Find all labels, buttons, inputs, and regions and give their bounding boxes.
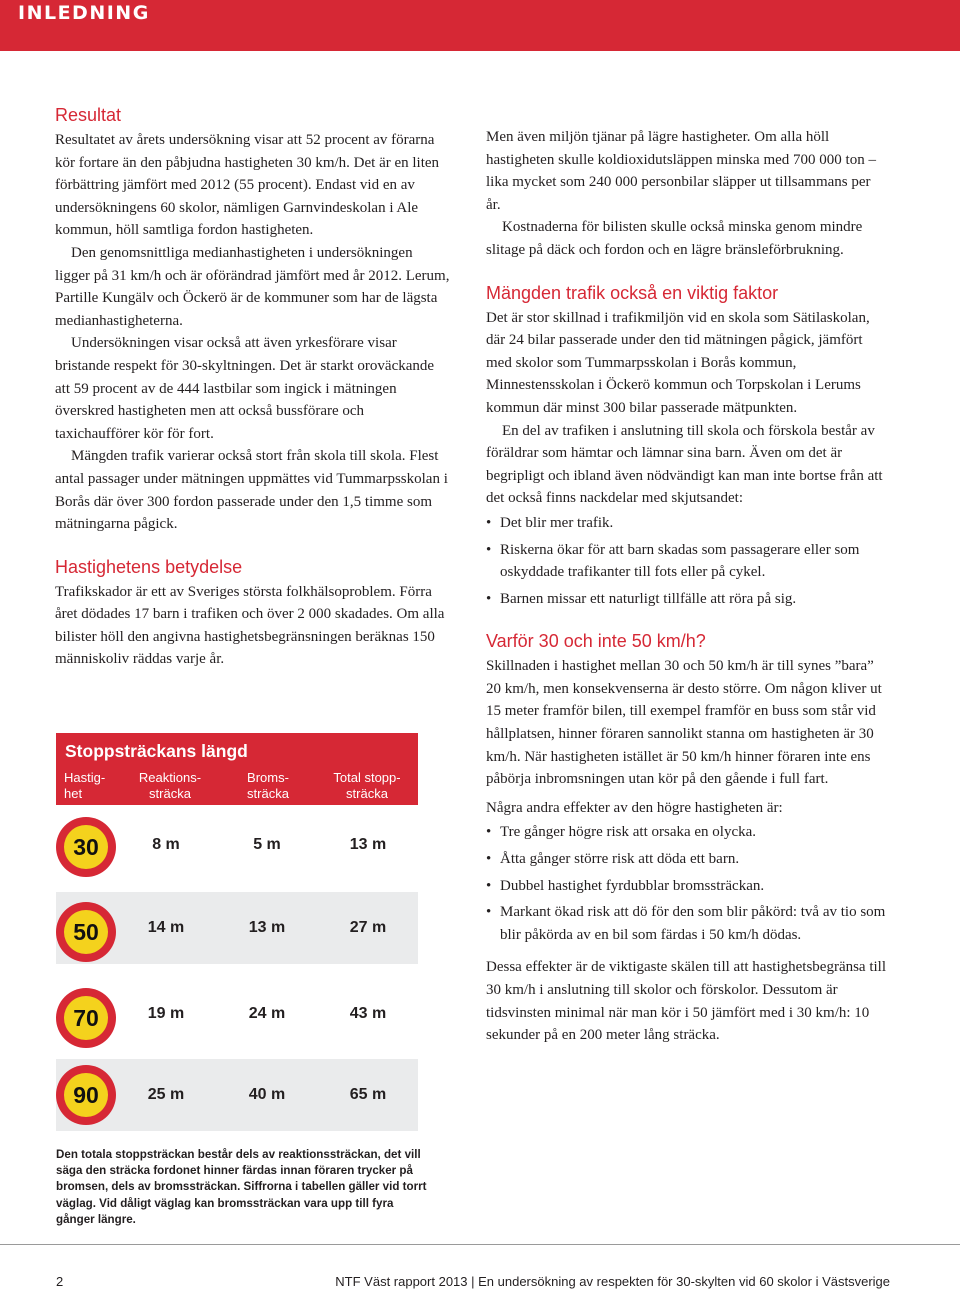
broms-cell: 13 m: [248, 919, 286, 936]
paragraph: En del av trafiken i anslutning till skola och förskola består av föräldrar som hämtar och lämnar sina barn. Även om det är begripligt och ibland även nödvändigt kan man inte bortse från att det också finns nackdelar med skjutsandet:: [486, 422, 883, 507]
reaktion-cell: 14 m: [147, 919, 185, 936]
stop-distance-table: [56, 733, 418, 1137]
header-total-stoppstracka: Total stopp-sträcka: [333, 770, 401, 801]
reaktion-cell: 8 m: [152, 836, 180, 853]
list-item: • Dubbel hastighet fyrdubblar bromssträckan.: [486, 875, 886, 898]
table-row: [56, 811, 418, 883]
paragraph: Undersökningen visar också att även yrkesförare visar bristande respekt för 30-skyltningen. Det är starkt oroväckande att 59 procent av de 444 lastbilar som ingick i mätningen överskred hastigheten men att också bussförare och taxichaufförer kör för fort.: [55, 335, 435, 442]
paragraph: Dessa effekter är de viktigaste skälen till att hastighetsbegränsa till 30 km/h i anslutning till skolor och förskolor. Dessutom är tidsvinsten minimal när man kör i 50 jämfört med i 30 km/h: 10 sekunder på en 200 meter lång sträcka.: [486, 959, 887, 1044]
table-row: [56, 892, 418, 964]
paragraph: Mängden trafik varierar också stort från skola till skola. Flest antal passager under mätningen uppmättes vid Tummarpsskolan i Borås där över 300 fordon passerade under den 1,5 timme som mätningarna pågick.: [55, 448, 448, 533]
heading-varfor-30: Varför 30 och inte 50 km/h?: [486, 631, 706, 652]
paragraph: Skillnaden i hastighet mellan 30 och 50 km/h är till synes ”bara” 20 km/h, men konsekvenserna är desto större. Om någon kliver ut 15 meter framför bilen, till exempel framför en buss som står vid hållplatsen, hinner föraren sannolikt stanna om hastigheten är 30 km/h. När hastigheten istället är 50 km/h hinner föraren inte ens påbörja inbromsningen utan kör på den gående i full fart.: [486, 658, 882, 788]
broms-cell: 24 m: [248, 1005, 286, 1022]
page-number: 2: [56, 1274, 64, 1289]
list-item: • Riskerna ökar för att barn skadas som passagerare eller som oskyddade trafikanter till fots eller på cykel.: [486, 539, 886, 584]
table-row: [56, 1059, 418, 1131]
total-cell: 13 m: [349, 836, 387, 853]
paragraph: Det är stor skillnad i trafikmiljön vid en skola som Sätilaskolan, där 24 bilar passerade under den tid mätningen pågick, jämfört med skolor som Tummarpsskolan i Borås kommun, Minnestensskolan i Öckerö kommun och Torpskolan i Lerums kommun där minst 300 bilar passerade mätpunkten.: [486, 309, 870, 416]
footer-divider: [0, 1244, 960, 1245]
paragraph: Trafikskador är ett av Sveriges största folkhälsoproblem. Förra året dödades 17 barn i trafiken och över 2 000 skadades. Om alla bilister höll den angivna hastighetsbegränsningen beräknas 150 människoliv räddas varje år.: [55, 583, 445, 668]
paragraph: Men även miljön tjänar på lägre hastigheter. Om alla höll hastigheten skulle koldioxidutsläppen minska med 700 000 ton – lika mycket som 240 000 personbilar släpper ut tillsammans per år.: [486, 129, 876, 213]
left-column: [55, 104, 450, 671]
table-header: [56, 733, 418, 805]
list-item: • Barnen missar ett naturligt tillfälle att röra på sig.: [486, 588, 886, 611]
table-caption: Den totala stoppsträckan består dels av reaktionssträckan, det vill säga den sträcka fordonet hinner färdas innan föraren trycker på bromsen, dels av bromssträckan. Siffrorna i tabellen gäller vid torrt väglag. Vid dåligt väglag kan bromssträckan vara upp till fyra gånger längre.: [56, 1148, 427, 1226]
total-cell: 27 m: [349, 919, 387, 936]
heading-mangden-trafik: Mängden trafik också en viktig faktor: [486, 282, 779, 303]
list-item: • Markant ökad risk att dö för den som blir påkörd: två av tio som blir påkörda av en bil som färdas i 50 km/h dödas.: [486, 901, 886, 946]
speed-sign-30-icon: 30: [56, 817, 116, 877]
bullet-list: [486, 821, 886, 946]
paragraph: Några andra effekter av den högre hastigheten är:: [486, 799, 783, 816]
broms-cell: 5 m: [253, 836, 281, 853]
list-item: • Åtta gånger större risk att döda ett barn.: [486, 848, 886, 871]
broms-cell: 40 m: [248, 1086, 286, 1103]
reaktion-cell: 19 m: [147, 1005, 185, 1022]
total-cell: 43 m: [349, 1005, 387, 1022]
table-title: Stoppsträckans längd: [65, 741, 248, 761]
speed-sign-70-icon: 70: [56, 988, 116, 1048]
speed-sign-90-icon: 90: [56, 1065, 116, 1125]
speed-sign-50-icon: 50: [56, 902, 116, 962]
header-hastighet: Hastig-het: [64, 770, 106, 801]
paragraph: Kostnaderna för bilisten skulle också minska genom mindre slitage på däck och fordon och en lägre bränsleförbrukning.: [486, 219, 863, 258]
paragraph: Den genomsnittliga medianhastigheten i undersökningen ligger på 31 km/h och är oförändrad jämfört med år 2012. Lerum, Partille Kungälv och Öckerö är de kommuner som har de lägsta medianhastigheterna.: [55, 244, 450, 329]
list-item: • Det blir mer trafik.: [486, 512, 886, 535]
heading-resultat: Resultat: [55, 105, 122, 125]
paragraph: Resultatet av årets undersökning visar att 52 procent av förarna kör fortare än den påbjudna hastigheten 30 km/h. Det är en liten förbättring jämfört med 2012 (55 procent). Endast vid en av undersökningens 60 skolor, nämligen Garnvindeskolan i Ale kommun, höll samtliga fordon hastigheten.: [55, 132, 440, 239]
heading-hastighetens-betydelse: Hastighetens betydelse: [55, 556, 243, 577]
header-bromsstracka: Broms-sträcka: [247, 770, 289, 801]
reaktion-cell: 25 m: [147, 1086, 185, 1103]
footer-text: NTF Väst rapport 2013 | En undersökning av respekten för 30-skylten vid 60 skolor i Västsverige: [335, 1274, 890, 1289]
right-column: [486, 126, 886, 1047]
section-title: INLEDNING: [18, 2, 150, 24]
list-item: • Tre gånger högre risk att orsaka en olycka.: [486, 821, 886, 844]
header-reaktionsstracka: Reaktions-sträcka: [138, 770, 202, 801]
total-cell: 65 m: [349, 1086, 387, 1103]
table-row: [56, 977, 418, 1049]
bullet-list: [486, 512, 886, 610]
header-bar: [0, 0, 960, 51]
